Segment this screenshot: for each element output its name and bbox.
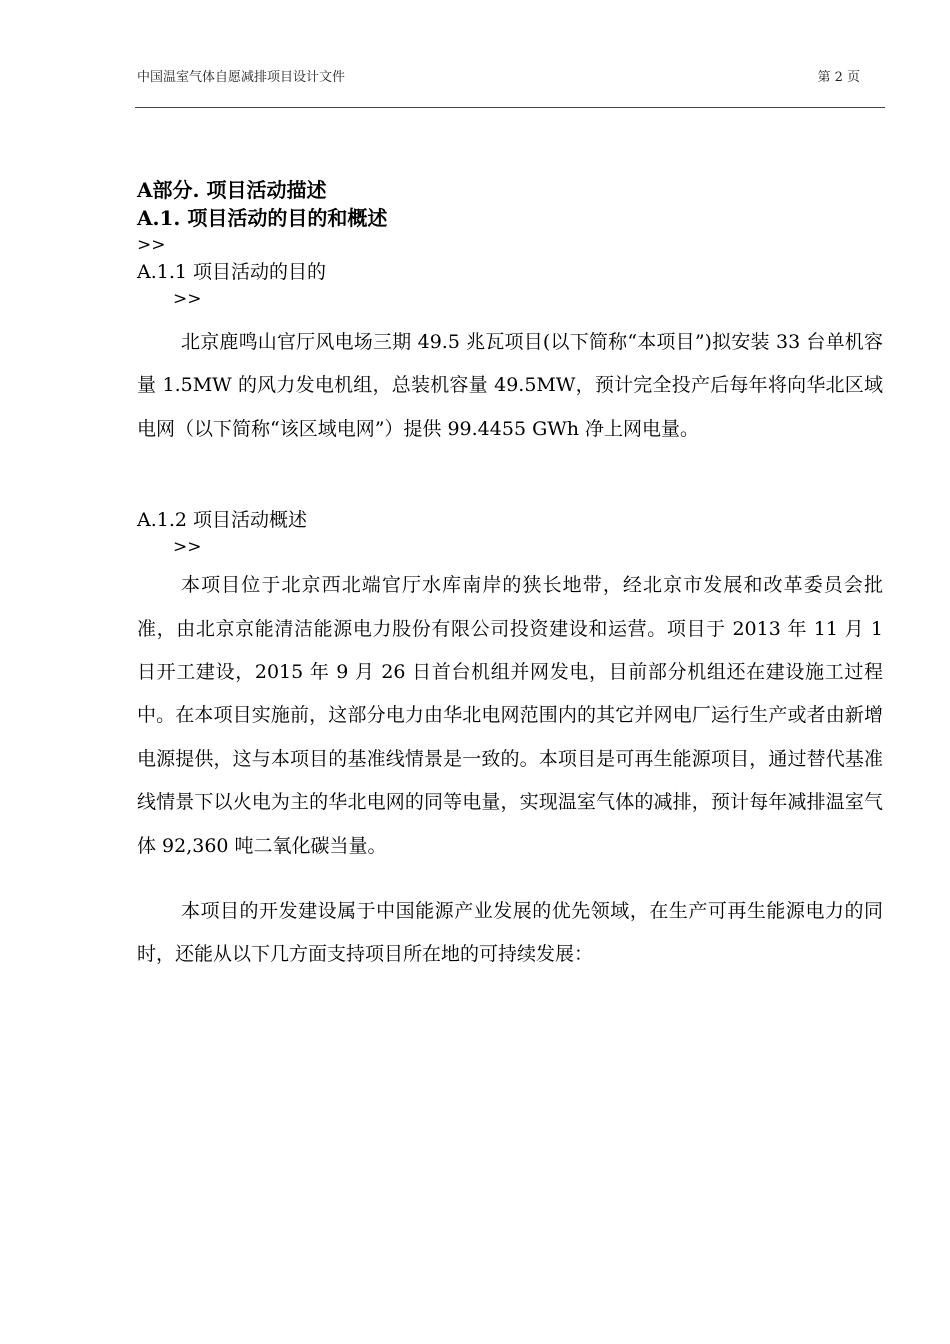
page-header bbox=[137, 66, 860, 88]
part-a-title: A部分. 项目活动描述 bbox=[137, 178, 327, 202]
section-a1-marker: >> bbox=[137, 235, 166, 255]
section-a12-title: A.1.2 项目活动概述 bbox=[137, 509, 308, 532]
section-a12-marker: >> bbox=[173, 537, 202, 558]
document-title: 中国温室气体自愿减排项目设计文件 bbox=[137, 70, 346, 85]
section-a1-title: A.1. 项目活动的目的和概述 bbox=[137, 206, 388, 230]
section-a12-paragraph-1: 本项目位于北京西北端官厅水库南岸的狭长地带，经北京市发展和改革委员会批准，由北京京能清洁能源电力股份有限公司投资建设和运营。项目于 2013 年 11 月 1 日开工建设，2015 年 9 月 26 日首台机组并网发电，目前部分机组还在建设施工过程中。在本项目实施前，这部分电力由华北电网范围内的其它并网电厂运行生产或者由新增电源提供，这与本项目的基准线情景是一致的。本项目是可再生能源项目，通过替代基准线情景下以火电为主的华北电网的同等电量，实现温室气体的减排，预计每年减排温室气体 92,360 吨二氧化碳当量。 bbox=[137, 574, 883, 857]
section-a11-marker: >> bbox=[173, 289, 202, 309]
document-body bbox=[137, 176, 885, 977]
section-a12-paragraph-2: 本项目的开发建设属于中国能源产业发展的优先领域，在生产可再生能源电力的同时，还能从以下几方面支持项目所在地的可持续发展： bbox=[137, 900, 883, 966]
header-divider bbox=[135, 107, 885, 108]
section-a11-paragraph: 北京鹿鸣山官厅风电场三期 49.5 兆瓦项目(以下简称“本项目”)拟安装 33 台单机容量 1.5MW 的风力发电机组，总装机容量 49.5MW，预计完全投产后每年将向华北区域电网（以下简称“该区域电网”）提供 99.4455 GWh 净上网电量。 bbox=[137, 331, 883, 440]
page-number: 第 2 页 bbox=[817, 70, 860, 85]
section-a11-title: A.1.1 项目活动的目的 bbox=[137, 261, 327, 283]
